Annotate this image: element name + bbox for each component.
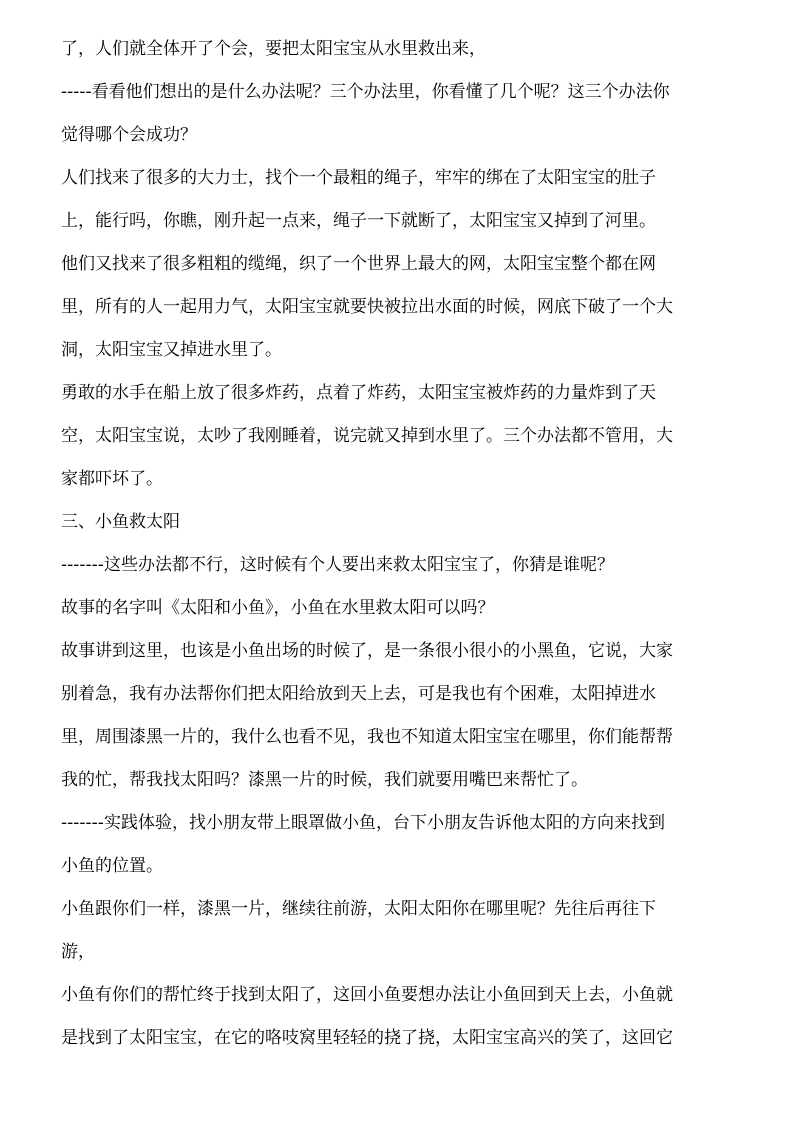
text-line: 故事讲到这里，也该是小鱼出场的时候了，是一条很小很小的小黑鱼，它说，大家 — [61, 641, 673, 661]
text-line: 他们又找来了很多粗粗的缆绳，织了一个世界上最大的网，太阳宝宝整个都在网 — [61, 254, 656, 274]
text-line: -------这些办法都不行，这时候有个人要出来救太阳宝宝了，你猜是谁呢？ — [61, 555, 614, 575]
text-line: 别着急，我有办法帮你们把太阳给放到天上去，可是我也有个困难，太阳掉进水 — [61, 684, 656, 704]
text-line: 上，能行吗，你瞧，刚升起一点来，绳子一下就断了，太阳宝宝又掉到了河里。 — [61, 211, 656, 231]
text-line: -------实践体验，找小朋友带上眼罩做小鱼，台下小朋友告诉他太阳的方向来找到 — [61, 813, 665, 833]
text-line: 是找到了太阳宝宝，在它的咯吱窝里轻轻的挠了挠，太阳宝宝高兴的笑了，这回它 — [61, 1028, 673, 1048]
text-line: 了，人们就全体开了个会，要把太阳宝宝从水里救出来， — [61, 39, 486, 59]
text-line: 游， — [61, 942, 95, 962]
text-line: 洞，太阳宝宝又掉进水里了。 — [61, 340, 282, 360]
text-line: 家都吓坏了。 — [61, 469, 163, 489]
text-line: 小鱼跟你们一样，漆黑一片，继续往前游，太阳太阳你在哪里呢？先往后再往下 — [61, 899, 656, 919]
text-line: 人们找来了很多的大力士，找个一个最粗的绳子，牢牢的绑在了太阳宝宝的肚子 — [61, 168, 656, 188]
text-line: 我的忙，帮我找太阳吗？漆黑一片的时候，我们就要用嘴巴来帮忙了。 — [61, 770, 588, 790]
text-line: -----看看他们想出的是什么办法呢？三个办法里，你看懂了几个呢？这三个办法你 — [61, 82, 670, 102]
text-line: 勇敢的水手在船上放了很多炸药，点着了炸药，太阳宝宝被炸药的力量炸到了天 — [61, 383, 656, 403]
text-line: 小鱼有你们的帮忙终于找到太阳了，这回小鱼要想办法让小鱼回到天上去，小鱼就 — [61, 985, 673, 1005]
text-line: 里，所有的人一起用力气，太阳宝宝就要快被拉出水面的时候，网底下破了一个大 — [61, 297, 673, 317]
text-line: 故事的名字叫《太阳和小鱼》，小鱼在水里救太阳可以吗？ — [61, 598, 495, 618]
section-heading: 三、小鱼救太阳 — [61, 512, 180, 532]
text-line: 觉得哪个会成功？ — [61, 125, 197, 145]
text-line: 里，周围漆黑一片的，我什么也看不见，我也不知道太阳宝宝在哪里，你们能帮帮 — [61, 727, 673, 747]
document-body — [61, 28, 741, 1060]
text-line: 小鱼的位置。 — [61, 856, 163, 876]
text-line: 空，太阳宝宝说，太吵了我刚睡着，说完就又掉到水里了。三个办法都不管用，大 — [61, 426, 673, 446]
